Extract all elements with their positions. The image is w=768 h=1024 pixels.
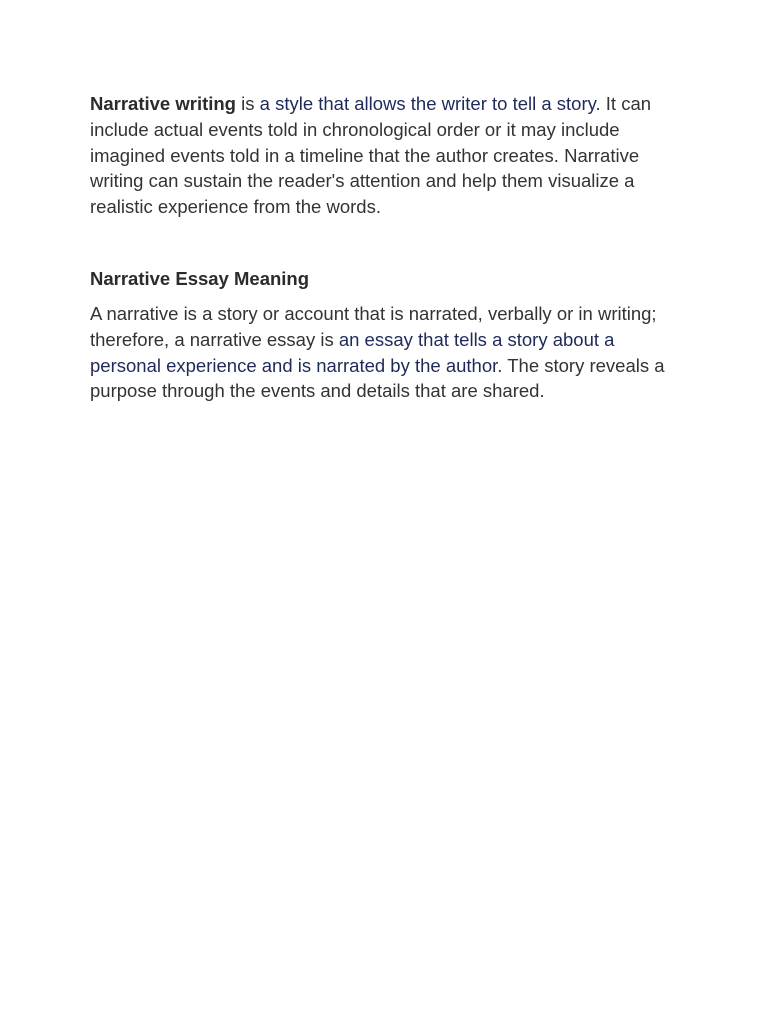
document-content xyxy=(90,90,688,404)
section-heading: Narrative Essay Meaning xyxy=(90,267,310,289)
intro-paragraph xyxy=(90,91,688,220)
intro-highlight: a style that allows the writer to tell a story xyxy=(259,93,596,114)
intro-text-b: . It can include actual events told in chronological order or it may include imagined events told in a timeline that the author creates. Narrative writing can sustain the reader's attention and help them visualize a realistic experience from the words. xyxy=(90,93,652,218)
meaning-paragraph xyxy=(90,301,688,404)
meaning-text-b: . The story reveals a purpose through the events and details that are shared. xyxy=(90,354,665,402)
meaning-text-a: A narrative is a story or account that is narrated, verbally or in writing; therefore, a narrative essay is xyxy=(90,302,657,350)
intro-lead-term: Narrative writing xyxy=(90,93,236,114)
intro-text-a: is xyxy=(236,93,260,114)
meaning-highlight: an essay that tells a story about a personal experience and is narrated by the author xyxy=(90,328,615,376)
